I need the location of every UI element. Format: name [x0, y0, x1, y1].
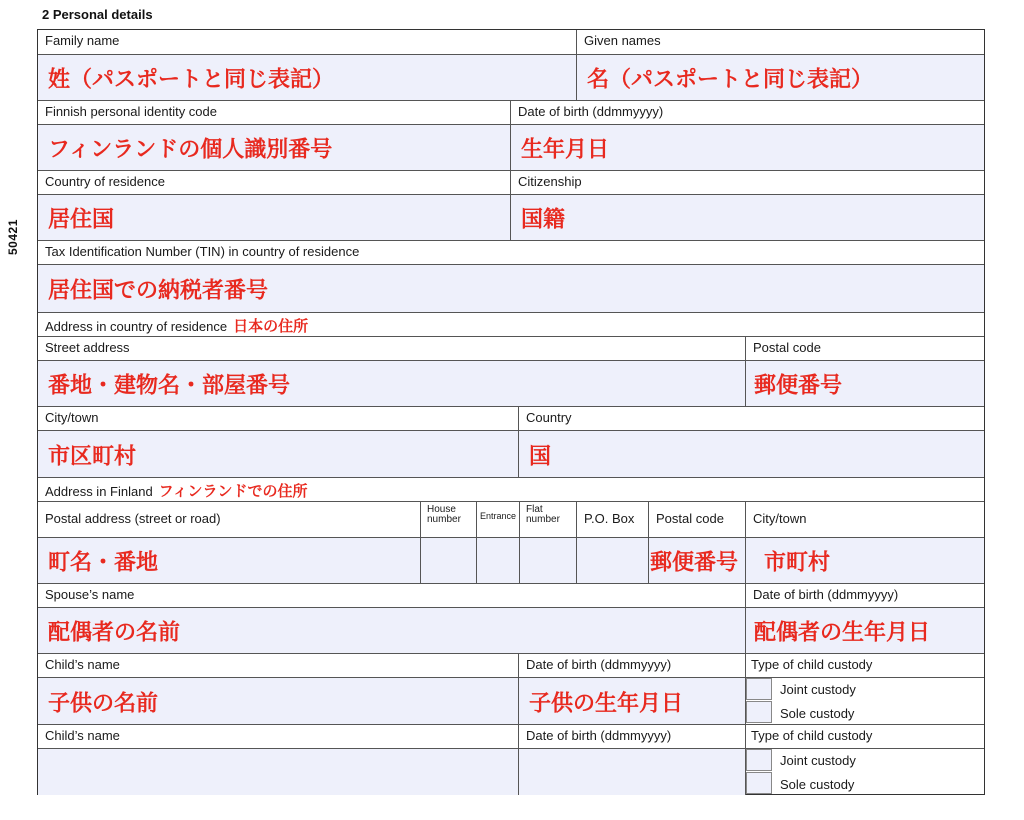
child2-sole-label: Sole custody [780, 777, 855, 792]
row-spouse-fields [38, 607, 984, 654]
spouse-dob-label: Date of birth (ddmmyyyy) [753, 587, 899, 602]
child1-custody-group [746, 678, 984, 725]
fi-house-number-field[interactable] [421, 538, 477, 584]
fi-postal-code-value: 郵便番号 [650, 550, 739, 576]
family-name-label: Family name [45, 33, 120, 48]
child2-joint-label: Joint custody [780, 753, 856, 768]
country-label: Country [526, 410, 572, 425]
fi-flat-number-field[interactable] [520, 538, 577, 584]
child2-dob-field[interactable] [519, 749, 746, 795]
row-id-fields [38, 124, 984, 171]
child1-name-label: Child’s name [45, 657, 120, 672]
row-address-finland-heading [38, 477, 984, 502]
street-field[interactable] [38, 361, 746, 407]
section-title: 2 Personal details [42, 7, 153, 22]
child1-joint-label: Joint custody [780, 682, 856, 697]
fi-postal-code-field[interactable] [649, 538, 746, 584]
spouse-name-field[interactable] [38, 608, 746, 654]
row-country-fields [38, 194, 984, 241]
family-name-field[interactable] [38, 55, 577, 101]
finnish-id-field[interactable] [38, 125, 511, 171]
child1-sole-label: Sole custody [780, 706, 855, 721]
row-child1-labels [38, 653, 984, 678]
child2-joint-checkbox[interactable] [746, 749, 772, 771]
spouse-name-label: Spouse’s name [45, 587, 135, 602]
child2-custody-group [746, 749, 984, 795]
finnish-id-value: フィンランドの個人識別番号 [48, 137, 333, 163]
row-street-fields [38, 360, 984, 407]
address-finland-note: フィンランドでの住所 [158, 482, 308, 500]
fi-entrance-label: Entrance [480, 511, 517, 521]
child1-name-value: 子供の名前 [48, 691, 159, 716]
fi-postal-code-label: Postal code [656, 511, 724, 526]
row-child2-fields [38, 748, 984, 795]
child2-name-label: Child’s name [45, 728, 120, 743]
row-id-labels [38, 100, 984, 125]
citizenship-value: 国籍 [521, 207, 566, 233]
row-address-residence-heading [38, 312, 984, 337]
row-country-labels [38, 170, 984, 195]
fi-postal-address-field[interactable] [38, 538, 421, 584]
child1-dob-label: Date of birth (ddmmyyyy) [526, 657, 672, 672]
child1-custody-label: Type of child custody [751, 657, 873, 672]
tin-label: Tax Identification Number (TIN) in country of residence [45, 244, 360, 259]
city-field[interactable] [38, 431, 519, 478]
given-names-field[interactable] [577, 55, 984, 101]
fi-house-number-label: House number [427, 504, 461, 525]
row-names-labels [38, 30, 984, 54]
tin-field[interactable] [38, 265, 984, 313]
child1-dob-value: 子供の生年月日 [529, 691, 684, 716]
street-value: 番地・建物名・部屋番号 [48, 373, 291, 399]
fi-po-box-field[interactable] [577, 538, 649, 584]
citizenship-label: Citizenship [518, 174, 582, 189]
address-residence-note: 日本の住所 [233, 317, 309, 335]
family-name-value: 姓（パスポートと同じ表記） [48, 67, 335, 93]
city-value: 市区町村 [48, 444, 137, 469]
row-city-fields [38, 430, 984, 478]
given-names-value: 名（パスポートと同じ表記） [587, 67, 874, 93]
dob-label: Date of birth (ddmmyyyy) [518, 104, 664, 119]
row-spouse-labels [38, 583, 984, 608]
dob-field[interactable] [511, 125, 984, 171]
fi-entrance-field[interactable] [477, 538, 520, 584]
finnish-id-label: Finnish personal identity code [45, 104, 217, 119]
spouse-dob-value: 配偶者の生年月日 [754, 620, 931, 646]
fi-city-field[interactable] [746, 538, 984, 584]
country-residence-field[interactable] [38, 195, 511, 241]
postal-field[interactable] [746, 361, 984, 407]
form-code: 50421 [6, 219, 20, 255]
row-finland-address-labels [38, 501, 984, 538]
child2-sole-checkbox[interactable] [746, 772, 772, 794]
row-tin-label [38, 240, 984, 265]
row-child2-labels [38, 724, 984, 749]
fi-city-label: City/town [753, 511, 807, 526]
street-label: Street address [45, 340, 130, 355]
country-residence-label: Country of residence [45, 174, 165, 189]
child2-custody-label: Type of child custody [751, 728, 873, 743]
row-child1-fields [38, 677, 984, 725]
personal-details-form [37, 29, 985, 795]
child2-dob-label: Date of birth (ddmmyyyy) [526, 728, 672, 743]
given-names-label: Given names [584, 33, 661, 48]
address-finland-label: Address in Finland [45, 484, 153, 499]
country-field[interactable] [519, 431, 984, 478]
row-tin-field [38, 264, 984, 313]
fi-postal-address-value: 町名・番地 [48, 550, 159, 576]
country-value: 国 [529, 444, 552, 469]
child2-name-field[interactable] [38, 749, 519, 795]
row-finland-address-fields [38, 537, 984, 584]
postal-label: Postal code [753, 340, 821, 355]
postal-value: 郵便番号 [754, 373, 843, 399]
row-names-fields [38, 54, 984, 101]
city-label: City/town [45, 410, 99, 425]
country-residence-value: 居住国 [48, 207, 115, 233]
citizenship-field[interactable] [511, 195, 984, 241]
dob-value: 生年月日 [521, 137, 610, 163]
spouse-dob-field[interactable] [746, 608, 984, 654]
child1-sole-checkbox[interactable] [746, 701, 772, 723]
address-residence-label: Address in country of residence [45, 319, 228, 334]
child1-joint-checkbox[interactable] [746, 678, 772, 700]
spouse-name-value: 配偶者の名前 [48, 620, 181, 646]
child1-dob-field[interactable] [519, 678, 746, 725]
row-street-labels [38, 336, 984, 361]
child1-name-field[interactable] [38, 678, 519, 725]
fi-po-box-label: P.O. Box [584, 511, 635, 526]
fi-city-value: 市町村 [764, 550, 831, 576]
tin-value: 居住国での納税者番号 [48, 278, 269, 304]
fi-postal-address-label: Postal address (street or road) [45, 511, 221, 526]
row-city-labels [38, 406, 984, 431]
fi-flat-number-label: Flat number [526, 504, 560, 525]
